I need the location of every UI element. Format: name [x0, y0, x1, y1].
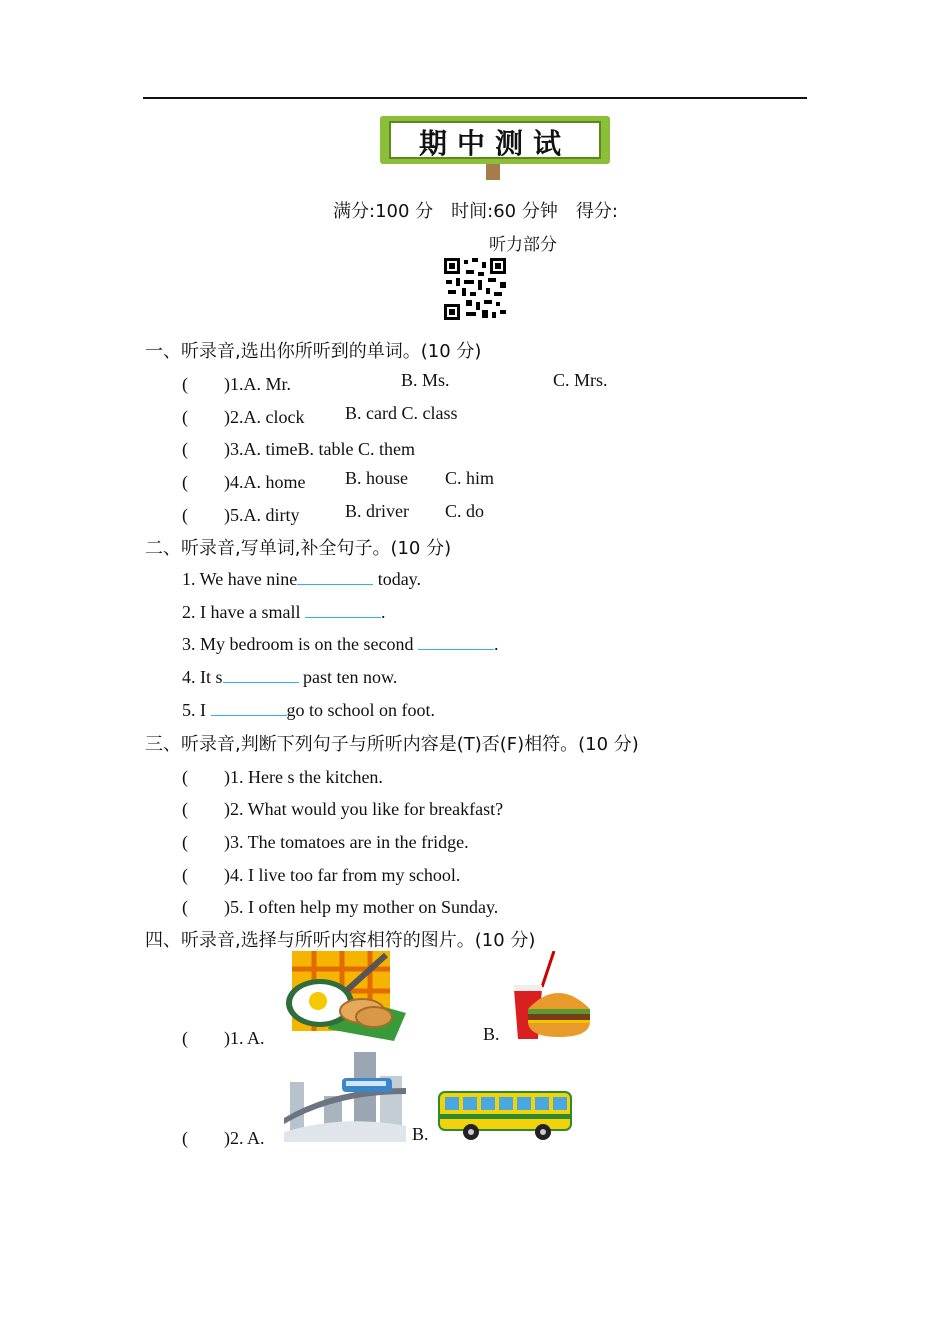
part1-item-5: ( )5.A. dirty: [182, 505, 300, 525]
sentence-start: 1. We have nine: [182, 569, 298, 589]
part1-item-1-b: B. Ms.: [401, 370, 450, 390]
sentence-start: 4. It s: [182, 667, 223, 687]
part1-item-4: ( )4.A. home: [182, 472, 306, 492]
part2-item-1: [182, 566, 421, 590]
answer-blank[interactable]: [223, 664, 299, 683]
part1-item-1-c: C. Mrs.: [553, 370, 608, 390]
score-meta: 满分:100 分 时间:60 分钟 得分:: [333, 201, 618, 222]
answer-blank[interactable]: [305, 599, 381, 618]
part1-item-5-c: C. do: [445, 501, 485, 521]
part1-heading: 一、听录音,选出你所听到的单词。(10 分): [145, 341, 482, 362]
part3-item-3: ( )3. The tomatoes are in the fridge.: [182, 832, 469, 852]
title-banner: [376, 112, 614, 184]
sentence-end: .: [380, 602, 386, 622]
city-train-icon[interactable]: [284, 1052, 406, 1142]
page-title: 期中测试: [418, 127, 571, 160]
sentence-end: past ten now.: [298, 667, 398, 687]
part3-item-1: ( )1. Here s the kitchen.: [182, 767, 383, 787]
part1-item-1: ( )1.A. Mr.: [182, 374, 291, 394]
part4-heading: 四、听录音,选择与所听内容相符的图片。(10 分): [145, 930, 536, 951]
part2-item-3: [182, 631, 498, 655]
part3-item-2: ( )2. What would you like for breakfast?: [182, 799, 504, 819]
part2-item-4: [182, 664, 397, 688]
part4-item-2-b: B.: [412, 1124, 429, 1144]
part1-item-3: ( )3.A. timeB. table C. them: [182, 439, 415, 459]
part1-item-5-b: B. driver: [345, 501, 409, 521]
school-bus-icon[interactable]: [437, 1088, 575, 1142]
answer-blank[interactable]: [297, 566, 373, 585]
answer-blank[interactable]: [211, 697, 287, 716]
part1-item-4-c: C. him: [445, 468, 495, 488]
top-rule: [143, 97, 807, 99]
sentence-start: 2. I have a small: [182, 602, 305, 622]
sentence-end: go to school on foot.: [286, 700, 435, 720]
burger-drink-icon[interactable]: [512, 951, 592, 1041]
qr-code-icon: [442, 256, 508, 322]
part3-item-5: ( )5. I often help my mother on Sunday.: [182, 897, 499, 917]
section-label: 听力部分: [489, 235, 557, 255]
sentence-start: 3. My bedroom is on the second: [182, 634, 418, 654]
part3-heading: 三、听录音,判断下列句子与所听内容是(T)否(F)相符。(10 分): [145, 734, 639, 755]
part4-item-1-b: B.: [483, 1024, 500, 1044]
part2-heading: 二、听录音,写单词,补全句子。(10 分): [145, 538, 452, 559]
answer-blank[interactable]: [418, 631, 494, 650]
part2-item-2: [182, 599, 385, 623]
part1-item-2-b: B. card C. class: [345, 403, 458, 423]
sentence-end: .: [493, 634, 499, 654]
part1-item-4-b: B. house: [345, 468, 408, 488]
sentence-end: today.: [373, 569, 422, 589]
part4-item-2: ( )2. A.: [182, 1128, 265, 1148]
part1-item-2: ( )2.A. clock: [182, 407, 305, 427]
sentence-start: 5. I: [182, 700, 211, 720]
part2-item-5: [182, 697, 435, 721]
part3-item-4: ( )4. I live too far from my school.: [182, 865, 461, 885]
breakfast-plate-icon[interactable]: [284, 951, 408, 1041]
part4-item-1: ( )1. A.: [182, 1028, 265, 1048]
